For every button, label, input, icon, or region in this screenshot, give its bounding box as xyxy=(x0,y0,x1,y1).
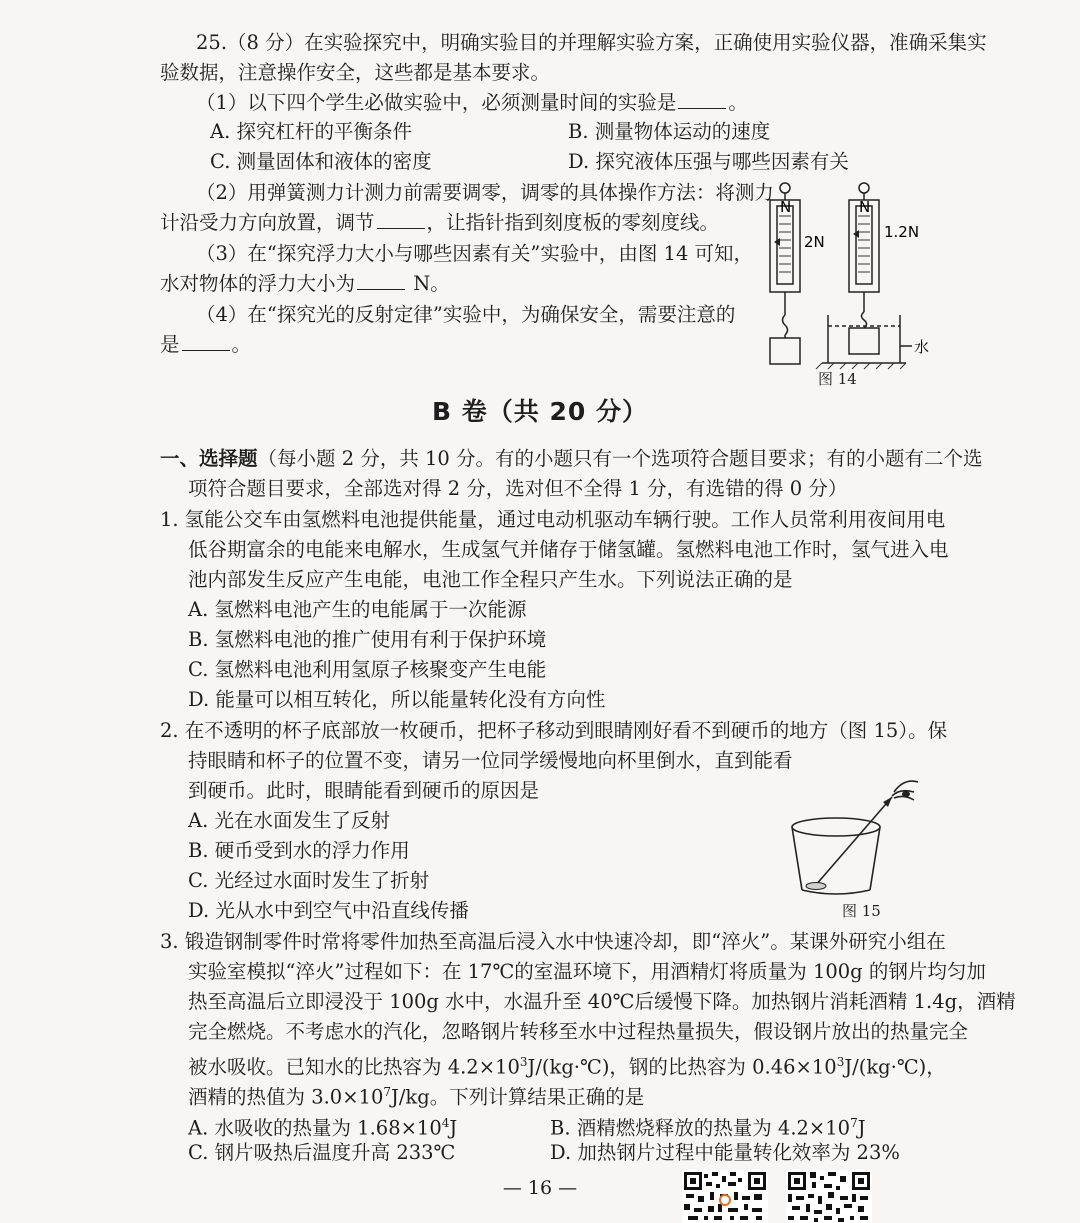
q25-option-a: A. 探究杠杆的平衡条件 xyxy=(210,120,412,143)
part1-heading: 一、选择题（每小题 2 分，共 10 分。有的小题只有一个选项符合题目要求；有的小题有二个选 xyxy=(160,447,983,470)
q3-stem-line5: 被水吸收。已知水的比热容为 $4.2\times 10^3J/(kg\cdot℃)$，钢的比热容为 $0.46\times 10^3J/(kg\cdot℃)$， xyxy=(188,1055,946,1079)
q1-option-a: A. 氢燃料电池产生的电能属于一次能源 xyxy=(188,598,527,621)
q1-option-d: D. 能量可以相互转化，所以能量转化没有方向性 xyxy=(188,688,606,711)
q3-option-c: C. 钢片吸热后温度升高 233℃ xyxy=(188,1141,456,1164)
figure-14-spring-scales xyxy=(760,180,940,390)
q3-option-d: D. 加热钢片过程中能量转化效率为 23% xyxy=(550,1141,900,1164)
q1-option-b: B. 氢燃料电池的推广使用有利于保护环境 xyxy=(188,628,547,651)
figure-15-cup-coin xyxy=(780,772,930,902)
part1-desc-line2: 项符合题目要求，全部选对得 2 分，选对但不全得 1 分，有选错的得 0 分） xyxy=(188,477,848,500)
q3-stem-line1: 3. 锻造钢制零件时常将零件加热至高温后浸入水中快速冷却，即“淬火”。某课外研究小组在 xyxy=(160,930,946,953)
q3-stem-line6: 酒精的热值为 $3.0\times 10^7J/kg$。下列计算结果正确的是 xyxy=(188,1085,645,1109)
q3-stem-line2: 实验室模拟“淬火”过程如下：在 17℃的室温环境下，用酒精灯将质量为 100g 的钢片均匀加 xyxy=(188,960,986,983)
q25-part2-line2: 计沿受力方向放置，调节 ，让指针指到刻度板的零刻度线。 xyxy=(160,211,720,234)
reading-left: 2N xyxy=(804,233,825,251)
section-b-title: B 卷（共 20 分） xyxy=(432,397,648,426)
page-number: — 16 — xyxy=(502,1177,578,1199)
reading-right: 1.2N xyxy=(884,223,920,241)
q2-stem-line1: 2. 在不透明的杯子底部放一枚硬币，把杯子移动到眼睛刚好看不到硬币的地方（图 15）。保 xyxy=(160,719,948,742)
figure-14-caption: 图 14 xyxy=(818,370,857,388)
answer-blank xyxy=(678,90,726,109)
scale-unit-label: N xyxy=(859,198,871,216)
qr-code-icon[interactable] xyxy=(786,1170,872,1223)
q25-part4-line2: 是 。 xyxy=(160,333,252,356)
q2-option-d: D. 光从水中到空气中沿直线传播 xyxy=(188,899,469,922)
scale-unit-label: N xyxy=(780,198,792,216)
answer-blank xyxy=(182,332,230,351)
q3-stem-line3: 热至高温后立即浸没于 100g 水中，水温升至 40℃后缓慢下降。加热钢片消耗酒精 1.4g，酒精 xyxy=(188,990,1016,1013)
q2-option-c: C. 光经过水面时发生了折射 xyxy=(188,869,430,892)
q25-part3-line2: 水对物体的浮力大小为 N。 xyxy=(160,272,450,295)
q25-option-c: C. 测量固体和液体的密度 xyxy=(210,150,432,173)
q3-option-a: A. 水吸收的热量为 $1.68\times 10^4J$ xyxy=(188,1116,458,1140)
answer-blank xyxy=(377,210,425,229)
q2-option-a: A. 光在水面发生了反射 xyxy=(188,809,390,832)
qr-code-icon[interactable] xyxy=(682,1170,768,1223)
q25-part1: （1）以下四个学生必做实验中，必须测量时间的实验是 。 xyxy=(196,91,748,114)
q25-part4-line1: （4）在“探究光的反射定律”实验中，为确保安全，需要注意的 xyxy=(196,303,736,326)
figure-15-caption: 图 15 xyxy=(842,902,881,920)
q25-stem-line2: 验数据，注意操作安全，这些都是基本要求。 xyxy=(160,61,551,84)
q25-part2-line1: （2）用弹簧测力计测力前需要调零，调零的具体操作方法：将测力 xyxy=(196,181,774,204)
q2-stem-line3: 到硬币。此时，眼睛能看到硬币的原因是 xyxy=(188,779,540,802)
water-label: 水 xyxy=(914,338,930,356)
q25-option-d: D. 探究液体压强与哪些因素有关 xyxy=(568,150,849,173)
q1-stem-line3: 池内部发生反应产生电能，电池工作全程只产生水。下列说法正确的是 xyxy=(188,568,793,591)
q3-stem-line4: 完全燃烧。不考虑水的汽化，忽略钢片转移至水中过程热量损失，假设钢片放出的热量完全 xyxy=(188,1020,969,1043)
q1-option-c: C. 氢燃料电池利用氢原子核聚变产生电能 xyxy=(188,658,547,681)
q1-stem-line2: 低谷期富余的电能来电解水，生成氢气并储存于储氢罐。氢燃料电池工作时，氢气进入电 xyxy=(188,538,949,561)
q25-stem-line1: 25.（8 分）在实验探究中，明确实验目的并理解实验方案，正确使用实验仪器，准确采集实 xyxy=(196,31,987,54)
q25-part3-line1: （3）在“探究浮力大小与哪些因素有关”实验中，由图 14 可知， xyxy=(196,242,754,265)
answer-blank xyxy=(357,271,405,290)
q2-option-b: B. 硬币受到水的浮力作用 xyxy=(188,839,410,862)
q1-stem-line1: 1. 氢能公交车由氢燃料电池提供能量，通过电动机驱动车辆行驶。工作人员常利用夜间用电 xyxy=(160,508,946,531)
q3-option-b: B. 酒精燃烧释放的热量为 $4.2\times 10^7J$ xyxy=(550,1116,866,1140)
q25-option-b: B. 测量物体运动的速度 xyxy=(568,120,771,143)
q2-stem-line2: 持眼睛和杯子的位置不变，请另一位同学缓慢地向杯里倒水，直到能看 xyxy=(188,749,793,772)
